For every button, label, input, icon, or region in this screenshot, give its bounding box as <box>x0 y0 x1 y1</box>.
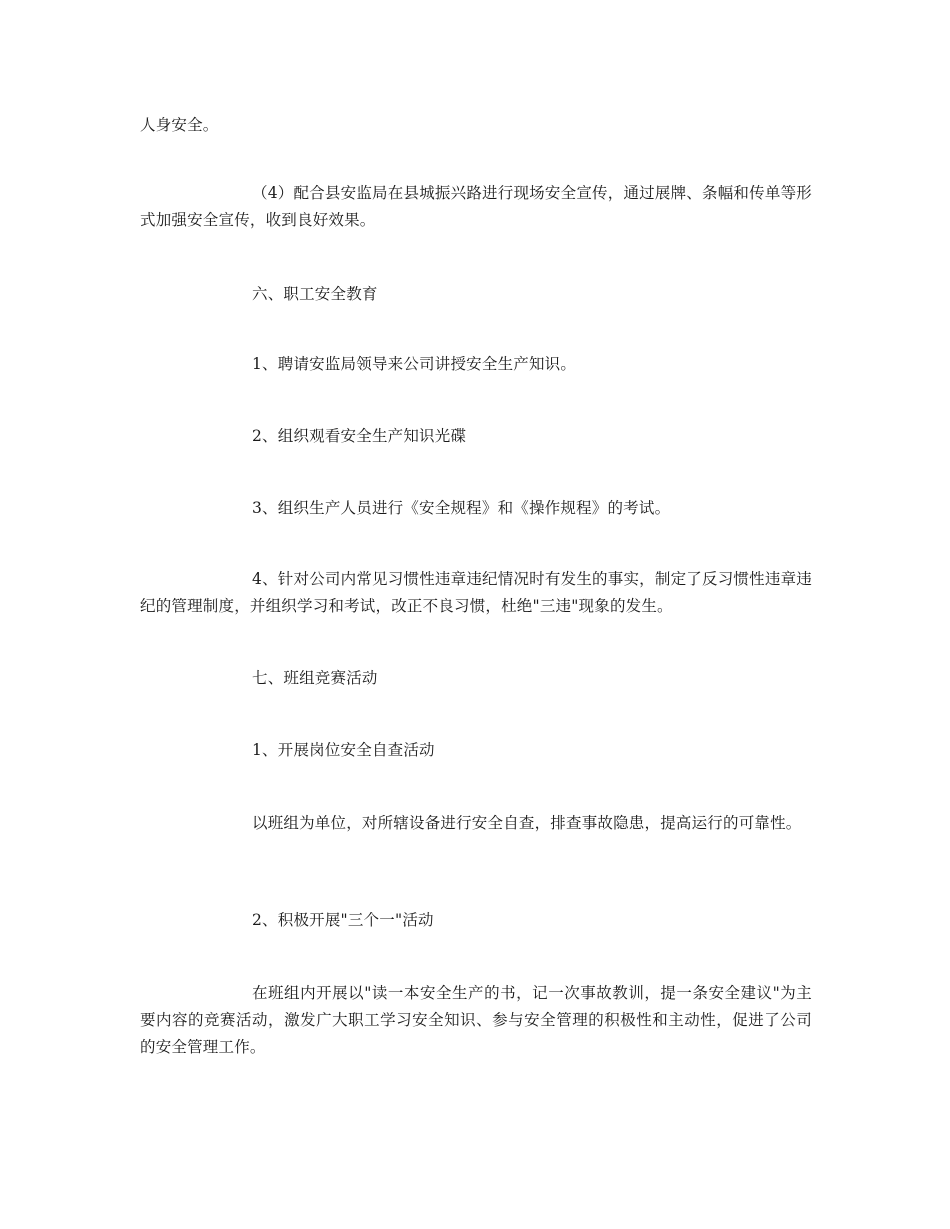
paragraph-education-4: 4、针对公司内常见习惯性违章违纪情况时有发生的事实，制定了反习惯性违章违纪的管理制度，并组织学习和考试，改正不良习惯，杜绝"三违"现象的发生。 <box>140 570 812 615</box>
paragraph-competition-2-body: 在班组内开展以"读一本安全生产的书，记一次事故教训，提一条安全建议"为主要内容的竞赛活动，激发广大职工学习安全知识、参与安全管理的积极性和主动性，促进了公司的安全管理工作。 <box>140 984 812 1056</box>
paragraph-education-2: 2、组织观看安全生产知识光碟 <box>252 427 467 445</box>
paragraph-competition-1-body: 以班组为单位，对所辖设备进行安全自查，排查事故隐患，提高运行的可靠性。 <box>252 814 802 832</box>
paragraph-education-1: 1、聘请安监局领导来公司讲授安全生产知识。 <box>252 355 577 373</box>
paragraph-item-4-publicity: （4）配合县安监局在县城振兴路进行现场安全宣传，通过展牌、条幅和传单等形式加强安全宣传，收到良好效果。 <box>140 184 812 229</box>
paragraph-competition-2-title: 2、积极开展"三个一"活动 <box>252 911 434 929</box>
paragraph-education-3: 3、组织生产人员进行《安全规程》和《操作规程》的考试。 <box>252 499 671 517</box>
paragraph-competition-1-title: 1、开展岗位安全自查活动 <box>252 741 435 759</box>
section-heading-team-competition: 七、班组竞赛活动 <box>252 669 378 687</box>
paragraph-personal-safety: 人身安全。 <box>140 116 219 134</box>
section-heading-staff-education: 六、职工安全教育 <box>252 285 378 303</box>
